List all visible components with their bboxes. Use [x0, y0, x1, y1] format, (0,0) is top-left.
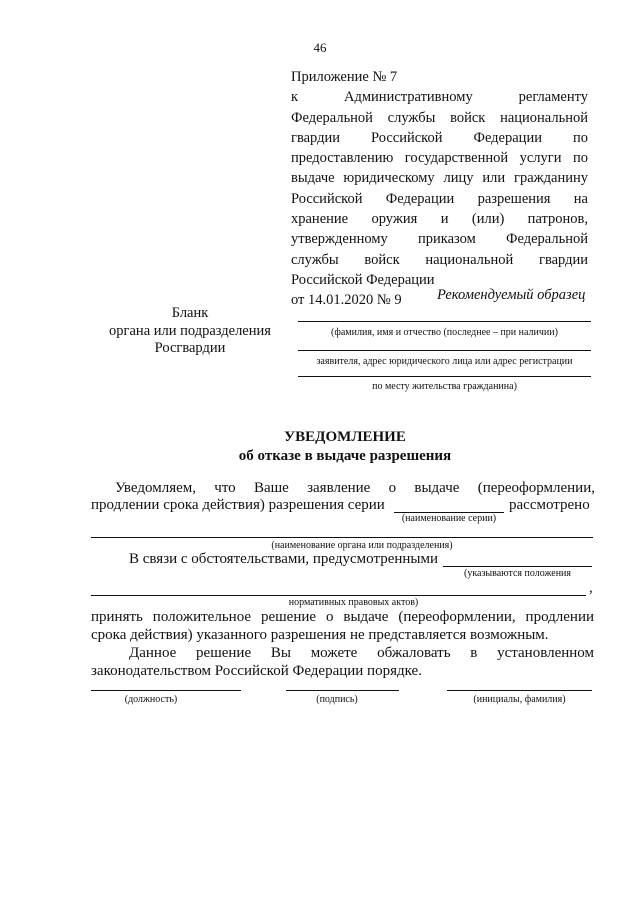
letterhead-blank: [90, 305, 290, 358]
subtitle-line: об отказе в выдаче разрешения: [238, 448, 452, 464]
appendix-line: утвержденному приказом Федеральной: [291, 231, 588, 248]
initials-field-line: [447, 690, 592, 691]
authority-caption: (наименование органа или подразделения): [271, 540, 453, 551]
appendix-line: гвардии Российской Федерации по: [291, 129, 588, 146]
blank-line: органа или подразделения: [109, 322, 271, 339]
provisions-caption: (указываются положения: [463, 568, 572, 579]
paragraph-3-line-2: срока действия) указанного разрешения не представляется возможным.: [91, 627, 549, 643]
position-caption: (должность): [124, 694, 178, 705]
residence-caption: по месту жительства гражданина): [372, 381, 517, 392]
appendix-line: от 14.01.2020 № 9: [291, 292, 402, 309]
residence-field-line: [298, 376, 591, 377]
paragraph-4-line-2: законодательством Российской Федерации порядке.: [91, 663, 422, 679]
fio-caption: (фамилия, имя и отчество (последнее – при наличии): [331, 327, 558, 338]
signature-caption: (подпись): [316, 694, 358, 705]
blank-line: Бланк: [171, 305, 209, 321]
title-line: УВЕДОМЛЕНИЕ: [284, 429, 406, 445]
appendix-line: службы войск национальной гвардии: [291, 251, 588, 268]
appendix-header: [291, 67, 588, 311]
appendix-line: к Административному регламенту: [291, 89, 588, 106]
comma: ,: [589, 580, 593, 596]
page-number: 46: [313, 40, 327, 55]
initials-caption: (инициалы, фамилия): [473, 694, 566, 705]
acts-caption: нормативных правовых актов): [288, 597, 419, 608]
appendix-line: Федеральной службы войск национальной: [291, 109, 588, 126]
paragraph-1-line-2: продлении срока действия) разрешения серии: [91, 497, 385, 513]
blank-line: Росгвардии: [154, 340, 226, 356]
appendix-line: Российской Федерации: [291, 271, 435, 288]
address-caption: заявителя, адрес юридического лица или адрес регистрации: [316, 356, 573, 367]
address-field-line: [298, 350, 591, 351]
document-title: [0, 428, 640, 466]
acts-field-line: [91, 595, 586, 596]
provisions-field-line: [443, 566, 592, 567]
paragraph-1-line-2-end: рассмотрено: [509, 497, 590, 513]
recommended-sample-label: Рекомендуемый образец: [437, 287, 586, 303]
appendix-line: выдаче юридическому лицу или гражданину: [291, 170, 588, 187]
series-caption: (наименование серии): [401, 513, 497, 524]
paragraph-3-line-1: принять положительное решение о выдаче (переоформлении, продлении: [91, 609, 594, 625]
appendix-line: предоставлению государственной услуги по: [291, 150, 588, 167]
appendix-line: Приложение № 7: [291, 69, 398, 85]
position-field-line: [91, 690, 241, 691]
signature-field-line: [286, 690, 399, 691]
authority-field-line: [91, 537, 593, 538]
fio-field-line: [298, 321, 591, 322]
paragraph-4-line-1: Данное решение Вы можете обжаловать в установленном: [129, 645, 594, 661]
appendix-line: хранение оружия и (или) патронов,: [291, 211, 588, 228]
appendix-line: Российской Федерации разрешения на: [291, 190, 588, 207]
paragraph-2-line-1: В связи с обстоятельствами, предусмотренными: [129, 551, 439, 567]
paragraph-1-line-1: Уведомляем, что Ваше заявление о выдаче (переоформлении,: [115, 480, 595, 496]
